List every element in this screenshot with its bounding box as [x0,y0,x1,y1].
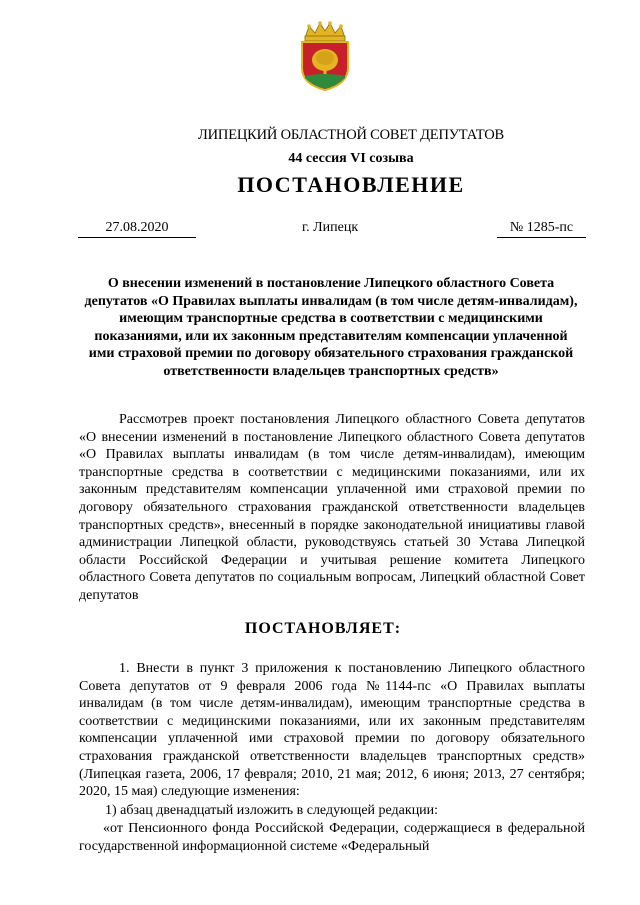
document-city: г. Липецк [302,220,359,235]
quote-paragraph: «от Пенсионного фонда Российской Федерации, содержащиеся в федеральной государственной информационной системе «Федеральный [79,821,585,854]
document-number: № 1285-пс [497,220,586,238]
council-name: ЛИПЕЦКИЙ ОБЛАСТНОЙ СОВЕТ ДЕПУТАТОВ [198,127,504,143]
preamble-paragraph: Рассмотрев проект постановления Липецкого областного Совета депутатов «О внесении изменений в постановление Липецкого областного Совета депутатов «О Правилах выплаты инвалидам (в том числе детям-инвалидам), имеющим транспортные средства в соответствии с медицинскими показаниями, или их законным представителям компенсации уплаченной ими страховой премии по договору обязательного страхования гражданской ответственности владельцев транспортных средств», внесенный в порядке законодательной инициативы главой администрации Липецкой области, руководствуясь статьей 30 Устава Липецкой области Российской Федерации и учитывая решение комитета Липецкого областного Совета депутатов по социальным вопросам, Липецкий областной Совет депутатов [79,412,585,603]
document-type-heading: ПОСТАНОВЛЕНИЕ [237,172,465,197]
coat-of-arms-emblem [297,20,353,92]
decree-heading: ПОСТАНОВЛЯЕТ: [244,620,402,637]
document-title: О внесении изменений в постановление Липецкого областного Совета депутатов «О Правилах выплаты инвалидам (в том числе детям-инвалидам), имеющим транспортные средства в соответствии с медицинскими показаниями, или их законным представителям компенсации уплаченной ими страховой премии по договору обязательного страхования гражданской ответственности владельцев транспортных средств» [84,276,578,379]
subitem-1-paragraph: 1) абзац двенадцатый изложить в следующей редакции: [105,803,439,818]
item-1-paragraph: 1. Внести в пункт 3 приложения к постановлению Липецкого областного Совета депутатов от 9 февраля 2006 года №1144-пс «О Правилах выплаты инвалидам (в том числе детям-инвалидам), имеющим транспортные средства в соответствии с медицинскими показаниями, или их законным представителям компенсации уплаченной ими страховой премии по договору обязательного страхования гражданской ответственности владельцев транспортных средств» (Липецкая газета, 2006, 17 февраля; 2010, 21 мая; 2012, 6 июня; 2013, 27 сентября; 2020, 15 мая) следующие изменения: [79,661,585,800]
document-date: 27.08.2020 [78,220,196,238]
session-info: 44 сессия VI созыва [288,151,414,166]
